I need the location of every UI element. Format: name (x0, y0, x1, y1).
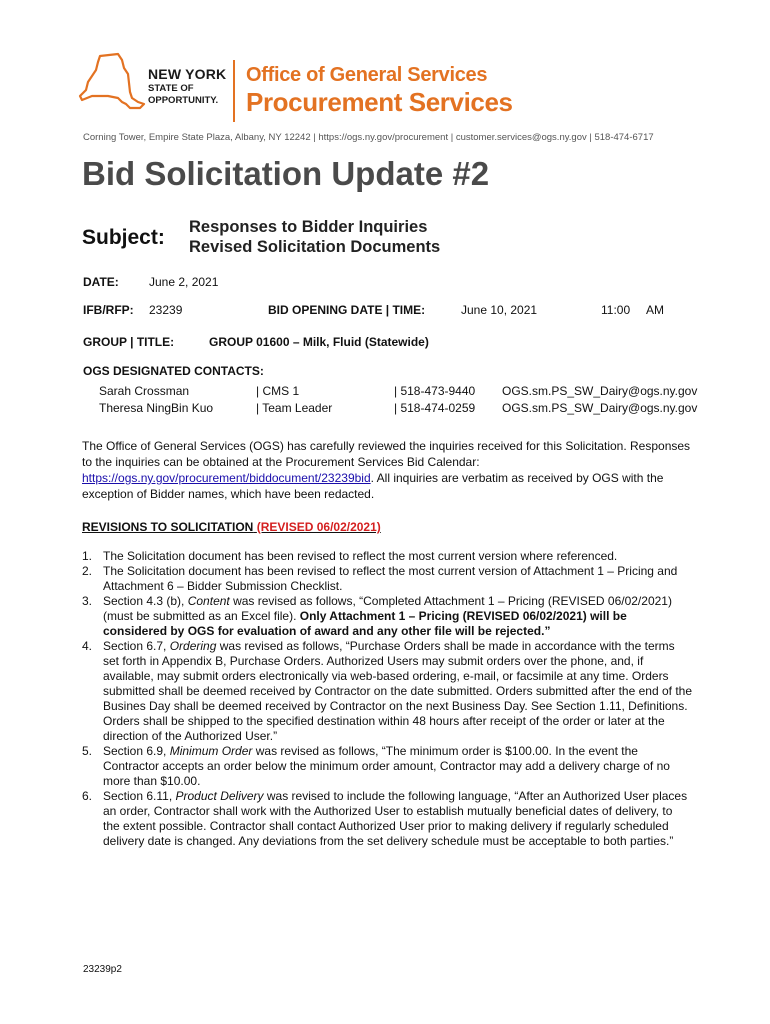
ifb-value: 23239 (149, 303, 183, 317)
date-label: DATE: (83, 275, 119, 289)
page-footer-id: 23239p2 (83, 964, 122, 975)
bid-opening-date: June 10, 2021 (461, 303, 538, 317)
list-item-text-pre: Section 6.7, (103, 639, 170, 653)
list-item-number: 2. (82, 564, 93, 578)
list-item-text-pre: Section 6.9, (103, 744, 170, 758)
date-value: June 2, 2021 (149, 275, 219, 289)
contact-name: Sarah Crossman (99, 384, 190, 398)
logo-text-new-york: NEW YORK (148, 66, 227, 82)
list-item-number: 3. (82, 594, 93, 608)
subject-label: Subject: (82, 226, 165, 249)
list-item-section-name: Minimum Order (169, 744, 253, 758)
document-title: Bid Solicitation Update #2 (82, 155, 490, 192)
group-value: GROUP 01600 – Milk, Fluid (Statewide) (209, 335, 429, 349)
org-subtitle: Procurement Services (246, 87, 513, 117)
list-item-text: The Solicitation document has been revised to reflect the most current version where referenced. (103, 549, 618, 563)
list-item-number: 1. (82, 549, 93, 563)
list-item-text-post: was revised as follows, “The minimum order is $100.00. In the event the Contractor accepts an order below the minimum order amount, Contractor may add a delivery charge of no more than $10.00. (103, 744, 670, 788)
logo-divider (233, 60, 235, 122)
logo-text-opportunity: OPPORTUNITY. (148, 95, 219, 106)
revisions-heading (82, 520, 381, 534)
revisions-heading-revised: (REVISED 06/02/2021) (256, 520, 381, 534)
list-item (82, 789, 692, 849)
bid-opening-label: BID OPENING DATE | TIME: (268, 303, 426, 317)
bid-calendar-link[interactable]: https://ogs.ny.gov/procurement/biddocument/23239bid (82, 471, 371, 485)
list-item-bold-text: Only Attachment 1 – Pricing (REVISED 06/02/2021) will be considered by OGS for evaluation of award and any other file will be rejected.” (103, 609, 627, 638)
revisions-heading-text: REVISIONS TO SOLICITATION (82, 520, 254, 534)
contact-role: | CMS 1 (256, 384, 300, 398)
group-label: GROUP | TITLE: (83, 335, 175, 349)
list-item-number: 5. (82, 744, 93, 758)
new-york-state-map-logo (78, 52, 148, 116)
contact-name: Theresa NingBin Kuo (99, 401, 214, 415)
revisions-list (82, 549, 692, 849)
contact-phone: | 518-473-9440 (394, 384, 476, 398)
list-item-text-pre: Section 4.3 (b), (103, 594, 188, 608)
intro-text-before-link: The Office of General Services (OGS) has carefully reviewed the inquiries received for this Solicitation. Responses to the inquiries can be obtained at the Procurement Services Bid Calendar: (82, 439, 691, 469)
list-item-text: The Solicitation document has been revised to reflect the most current version of Attachment 1 – Pricing and Attachment 6 – Bidder Submission Checklist. (103, 564, 678, 593)
list-item (82, 744, 692, 789)
list-item-number: 4. (82, 639, 93, 653)
intro-text-after-link: . All inquiries are verbatim as received by OGS with the exception of Bidder names, which have been redacted. (82, 471, 664, 501)
list-item-section-name: Ordering (169, 639, 217, 653)
bid-opening-time: 11:00 (601, 303, 631, 317)
list-item-text-post: was revised as follows, “Completed Attachment 1 – Pricing (REVISED 06/02/2021) (must be submitted as an Excel file). (103, 594, 672, 623)
list-item (82, 639, 692, 744)
list-item-text-post: was revised to include the following language, “After an Authorized User places an order, Contractor shall work with the Authorized User to establish mutually beneficial dates of delivery, to the extent possible. Contractor shall contact Authorized User prior to making delivery if regularly scheduled delivery date is changed. Any deviations from the set delivery schedule must be acceptable to both parties.” (103, 789, 688, 848)
org-title: Office of General Services (246, 64, 488, 86)
logo-text-state-of: STATE OF (148, 83, 194, 94)
list-item-section-name: Content (187, 594, 230, 608)
contact-email[interactable]: OGS.sm.PS_SW_Dairy@ogs.ny.gov (502, 384, 698, 398)
intro-paragraph (82, 438, 692, 502)
list-item (82, 549, 692, 564)
contact-email[interactable]: OGS.sm.PS_SW_Dairy@ogs.ny.gov (502, 401, 698, 415)
list-item (82, 594, 692, 639)
contact-role: | Team Leader (256, 401, 333, 415)
list-item-text-pre: Section 6.11, (103, 789, 176, 803)
contact-phone: | 518-474-0259 (394, 401, 476, 415)
contacts-heading: OGS DESIGNATED CONTACTS: (83, 364, 264, 378)
bid-opening-ampm: AM (646, 303, 664, 317)
list-item-number: 6. (82, 789, 93, 803)
ifb-label: IFB/RFP: (83, 303, 134, 317)
subject-line-2: Revised Solicitation Documents (189, 238, 441, 256)
subject-line-1: Responses to Bidder Inquiries (189, 218, 428, 236)
address-line: Corning Tower, Empire State Plaza, Albany, NY 12242 | https://ogs.ny.gov/procurement | customer.services@ogs.ny.gov | 518-474-6717 (83, 132, 654, 143)
list-item-section-name: Product Delivery (175, 789, 264, 803)
list-item (82, 564, 692, 594)
list-item-text-post: was revised as follows, “Purchase Orders shall be made in accordance with the terms set forth in Appendix B, Purchase Orders. Authorized Users may submit orders over the phone, and, if available, may submit orders electronically via web-based ordering, e-mail, or facsimile at any time. Orders submitted shall be deemed received by Contractor on the date submitted. Orders submitted after the end of the Busines Day shall be deemed received by Contractor on the next Business Day. See Section 1.11, Definitions. Orders shall be shipped to the specified destination within 48 hours after receipt of the order or later at the direction of the Authorized User.” (103, 639, 692, 743)
